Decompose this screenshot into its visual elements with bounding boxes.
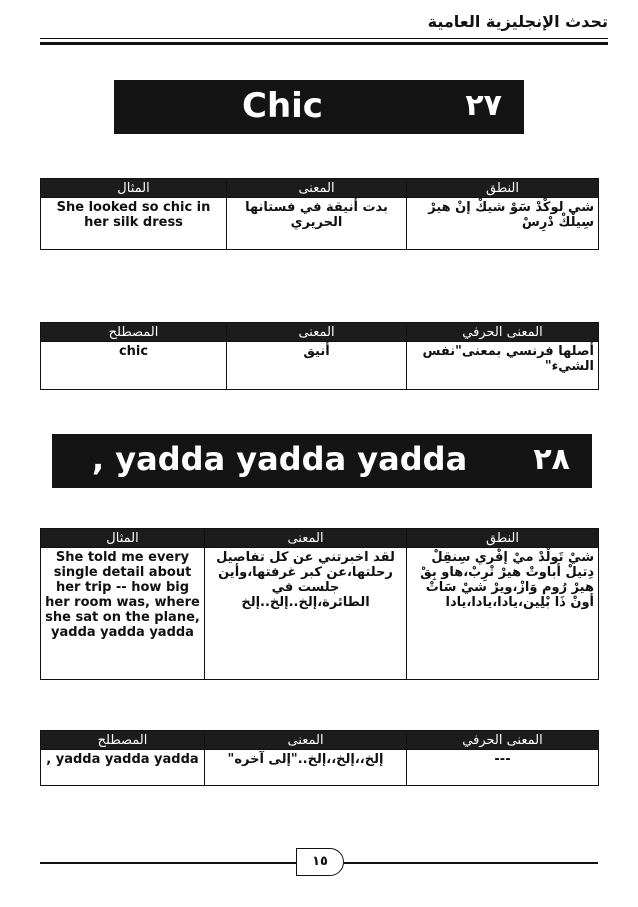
footer-rule-right	[344, 862, 598, 864]
meaning-cell: أنيق	[227, 342, 407, 390]
example-cell: She looked so chic in her silk dress	[41, 198, 227, 250]
example-cell: She told me every single detail about her trip -- how big her room was, where she sat on the plane, yadda yadda yadda	[41, 548, 205, 680]
entry-number: ٢٧	[465, 88, 502, 123]
usage-table	[40, 178, 599, 250]
header-literal: المعنى الحرفي	[407, 731, 599, 750]
header-meaning: المعنى	[227, 179, 407, 198]
origin-table	[40, 322, 599, 390]
header-meaning: المعنى	[227, 323, 407, 342]
entry-number: ٢٨	[533, 442, 570, 477]
header-literal: المعنى الحرفي	[407, 323, 599, 342]
header-term: المصطلح	[41, 731, 205, 750]
literal-cell: ---	[407, 750, 599, 786]
meaning-cell: لقد اخبرتني عن كل تفاصيل رحلتها،عن كبر غرفتها،وأين جلست في الطائرة،إلخ..إلخ..إلخ	[205, 548, 407, 680]
header-pronunciation: النطق	[407, 179, 599, 198]
header-rule-thick	[40, 42, 608, 45]
page-number: ١٥	[296, 848, 344, 876]
entry-banner	[114, 80, 524, 134]
term-cell: chic	[41, 342, 227, 390]
header-meaning: المعنى	[205, 731, 407, 750]
header-example: المثال	[41, 529, 205, 548]
literal-cell: أصلها فرنسي بمعنى"نفس الشيء"	[407, 342, 599, 390]
entry-term: Chic	[242, 86, 323, 126]
header-example: المثال	[41, 179, 227, 198]
pronunciation-cell: شيْ تَولْدْ ميْ إفْري سِنقِلْ دِتيلْ أباوتْ هيرْ تْرِبْ،هاو بِقْ هيرْ رُوم وَازْ،ويرْ شيْ سَاتْ أونْ ذَا بْلِين،يادا،يادا،يادا	[407, 548, 599, 680]
pronunciation-cell: شي لوكْدْ سَوْ شيكْ إنْ هيرْ سِيلْكْ دْرِسْ	[407, 198, 599, 250]
usage-table	[40, 528, 599, 680]
footer-rule-left	[40, 862, 296, 864]
term-cell: , yadda yadda yadda	[41, 750, 205, 786]
meaning-cell: بدت أنيقة في فستانها الحريري	[227, 198, 407, 250]
meaning-cell: إلخ،،إلخ،،إلخ.."إلى آخره"	[205, 750, 407, 786]
header-pronunciation: النطق	[407, 529, 599, 548]
entry-term: , yadda yadda yadda	[92, 440, 468, 478]
header-meaning: المعنى	[205, 529, 407, 548]
page-header-title: تحدث الإنجليزية العامية	[427, 12, 608, 31]
origin-table	[40, 730, 599, 786]
header-term: المصطلح	[41, 323, 227, 342]
entry-banner	[52, 434, 592, 488]
header-rule-thin	[40, 38, 608, 39]
